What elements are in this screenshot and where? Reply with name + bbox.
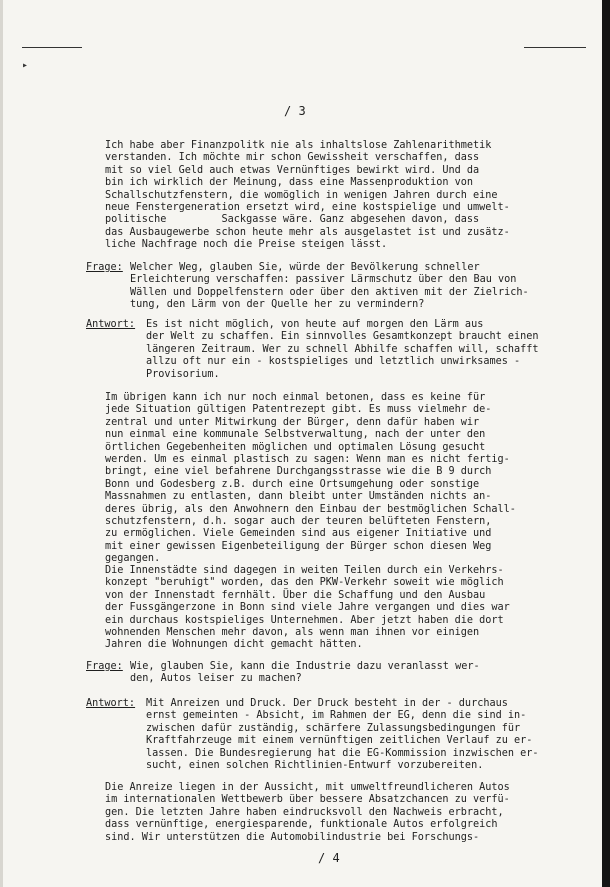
paragraph-1: Ich habe aber Finanzpolitk nie als inhaltslose Zahlenarithmetik verstanden. Ich möchte mir schon Gewissheit verschaffen, dass mit so viel Geld auch etwas Vernünftiges bewirkt wird. Und da bin ich wirklich der Meinung, dass eine Massenproduktion von Schallschutzfenstern, die womöglich in wenigen Jahren durch eine neue Fenstergeneration ersetzt wird, eine kostspielige und umwelt- politische Sackgasse wäre. Ganz abgesehen davon, dass das Ausbaugewerbe schon heute mehr als ausgelastet ist und zusätz- liche Nachfrage noch die Preise steigen lässt. (105, 140, 510, 251)
paragraph-3: Die Innenstädte sind dagegen in weiten Teilen durch ein Verkehrs- konzept "beruhigt" worden, das den PKW-Verkehr soweit wie möglich von der Innenstadt fernhält. Über die Schaffung und den Ausbau der Fussgängerzone in Bonn sind viele Jahre vergangen und dies war ein durchaus kostspieliges Unternehmen. Aber jetzt haben die dort wohnenden Menschen mehr davon, als wenn man ihnen vor einigen Jahren die Wohnungen dicht gemacht hätten. (105, 565, 510, 651)
answer-1-text: Es ist nicht möglich, von heute auf morgen den Lärm aus der Welt zu schaffen. Ein sinnvolles Gesamtkonzept braucht einen längeren Zeitraum. Wer zu schnell Abhilfe schaffen will, schafft allzu oft nur ein - kostspieliges und letztlich unwirksames - Provisorium. (146, 319, 539, 380)
footer-marker: / 4 (318, 851, 340, 865)
scan-edge-right (602, 0, 610, 887)
question-1-label: Frage: (86, 262, 123, 273)
question-1-text: Welcher Weg, glauben Sie, würde der Bevölkerung schneller Erleichterung verschaffen: passiver Lärmschutz über den Bau von Wällen und Doppelfenstern oder über den aktiven mit der Zielrich- tung, den Lärm von der Quelle her zu vermindern? (130, 262, 529, 311)
answer-1-label: Antwort: (86, 319, 136, 330)
paragraph-2: Im übrigen kann ich nur noch einmal betonen, dass es keine für jede Situation gültigen Patentrezept gibt. Es muss vielmehr de- zentral und unter Mitwirkung der Bürger, denn dafür haben wir nun einmal eine kommunale Selbstverwaltung, nach der unter den örtlichen Gegebenheiten möglichen und optimalen Lösung gesucht werden. Um es einmal plastisch zu sagen: Wenn man es nicht fertig- bringt, eine viel befahrene Durchgangsstrasse wie die B 9 durch Bonn und Godesberg z.B. durch eine Ortsumgehung oder sonstige Massnahmen zu entlasten, dann bleibt unter Umständen nichts an- deres übrig, als den Anwohnern den Einbau der bestmöglichen Schall- schutzfenstern, d.h. sogar auch der teuren belüfteten Fenstern, zu ermöglichen. Viele Gemeinden sind aus eigener Initiative und mit einer gewissen Eigenbeteiligung der Bürger schon diesen Weg gegangen. (105, 392, 516, 565)
page-marker: / 3 (284, 104, 306, 118)
answer-2-label: Antwort: (86, 698, 136, 709)
answer-2-text: Mit Anreizen und Druck. Der Druck besteht in der - durchaus ernst gemeinten - Absicht, im Rahmen der EG, denn die sind in- zwischen dafür zuständig, schärfere Zulassungsbedingungen für Kraftfahrzeuge mit einem vernünftigen zeitlichen Verlauf zu er- lassen. Die Bundesregierung hat die EG-Kommission inzwischen er- sucht, einen solchen Richtlinien-Entwurf vorzubereiten. (146, 698, 539, 772)
scan-mark: ▸ (22, 60, 29, 71)
punch-rule-left (22, 47, 82, 48)
question-2-text: Wie, glauben Sie, kann die Industrie dazu veranlasst wer- den, Autos leiser zu machen? (130, 661, 480, 685)
scan-edge-left (0, 0, 3, 887)
question-2-label: Frage: (86, 661, 123, 672)
punch-rule-right (524, 47, 586, 48)
paragraph-4: Die Anreize liegen in der Aussicht, mit umweltfreundlicheren Autos im internationalen Wettbewerb über bessere Absatzchancen zu verfü- gen. Die letzten Jahre haben eindrucksvoll den Nachweis erbracht, dass vernünftige, energiesparende, funktionale Autos erfolgreich sind. Wir unterstützen die Automobilindustrie bei Forschungs- (105, 782, 510, 843)
